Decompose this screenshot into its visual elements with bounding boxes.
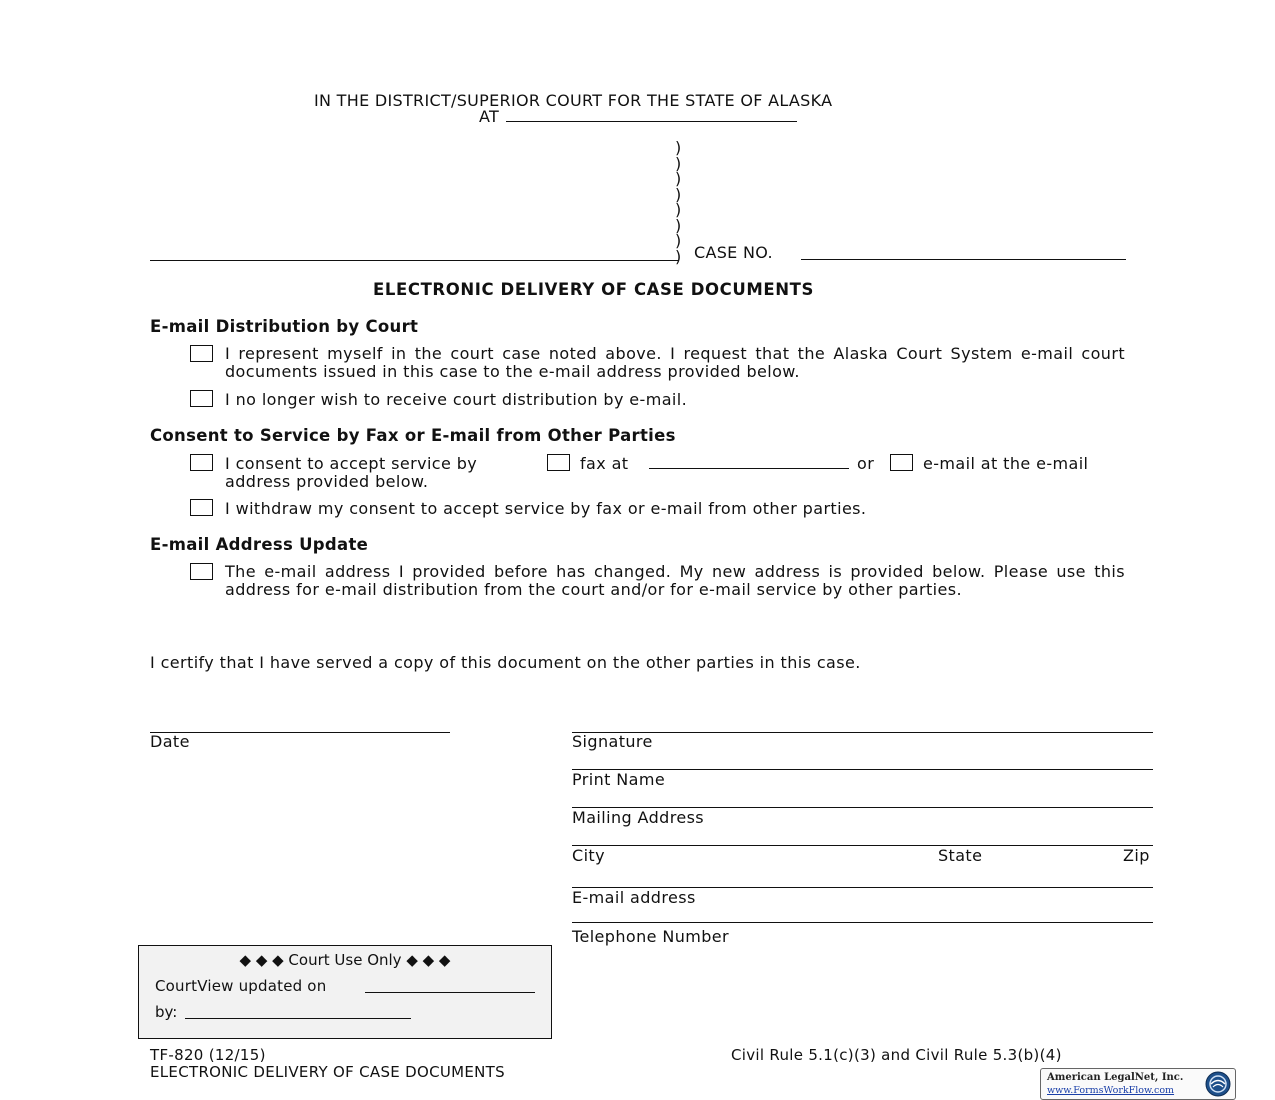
court-clerk-field[interactable] bbox=[185, 1018, 411, 1019]
consent-text-part2: address provided below. bbox=[225, 472, 429, 491]
section-heading-consent: Consent to Service by Fax or E-mail from Other Parties bbox=[150, 426, 676, 445]
section-heading-email-distribution: E-mail Distribution by Court bbox=[150, 317, 419, 336]
email-address-label: E-mail address bbox=[572, 888, 696, 907]
globe-icon bbox=[1205, 1071, 1231, 1097]
by-label: by: bbox=[155, 1003, 178, 1021]
checkbox-withdraw[interactable] bbox=[190, 499, 213, 516]
consent-text-part1: I consent to accept service by bbox=[225, 454, 478, 473]
certification-text: I certify that I have served a copy of this document on the other parties in this case. bbox=[150, 653, 861, 672]
courtview-label: CourtView updated on bbox=[155, 977, 327, 995]
fax-number-field[interactable] bbox=[649, 468, 849, 469]
form-number: TF-820 (12/15) bbox=[150, 1046, 266, 1064]
court-title: IN THE DISTRICT/SUPERIOR COURT FOR THE STATE OF ALASKA bbox=[314, 91, 833, 110]
state-label: State bbox=[938, 846, 983, 865]
date-field[interactable] bbox=[150, 732, 450, 733]
consent-or-label: or bbox=[857, 454, 875, 473]
consent-fax-label: fax at bbox=[580, 454, 629, 473]
telephone-label: Telephone Number bbox=[572, 927, 730, 946]
party-names-field[interactable] bbox=[150, 260, 678, 261]
document-title: ELECTRONIC DELIVERY OF CASE DOCUMENTS bbox=[373, 280, 814, 299]
signature-label: Signature bbox=[572, 732, 653, 751]
case-no-label: CASE NO. bbox=[694, 243, 773, 262]
checkbox-no-longer[interactable] bbox=[190, 390, 213, 407]
option-withdraw-text: I withdraw my consent to accept service by fax or e-mail from other parties. bbox=[225, 499, 867, 518]
footer-form-title: ELECTRONIC DELIVERY OF CASE DOCUMENTS bbox=[150, 1063, 505, 1081]
option-represent-text: I represent myself in the court case noted above. I request that the Alaska Court System e-mail court documents issued in this case to the e-mail address provided below. bbox=[225, 344, 1125, 381]
signature-field[interactable] bbox=[572, 732, 1153, 733]
section-heading-address-update: E-mail Address Update bbox=[150, 535, 369, 554]
checkbox-email[interactable] bbox=[890, 454, 913, 471]
consent-email-label: e-mail at the e-mail bbox=[923, 454, 1089, 473]
civil-rule: Civil Rule 5.1(c)(3) and Civil Rule 5.3(b)(4) bbox=[731, 1046, 1062, 1064]
court-use-title: ◆ ◆ ◆ Court Use Only ◆ ◆ ◆ bbox=[239, 951, 451, 969]
date-label: Date bbox=[150, 732, 190, 751]
checkbox-fax[interactable] bbox=[547, 454, 570, 471]
telephone-field[interactable] bbox=[572, 922, 1153, 923]
city-state-zip-field[interactable] bbox=[572, 845, 1153, 846]
court-use-only-box bbox=[138, 945, 552, 1039]
city-label: City bbox=[572, 846, 605, 865]
american-legalnet-logo[interactable] bbox=[1040, 1068, 1236, 1100]
at-label: AT bbox=[479, 107, 500, 126]
courtview-date-field[interactable] bbox=[365, 992, 535, 993]
caption-parens: ) ) ) ) ) ) ) ) bbox=[675, 138, 682, 266]
option-no-longer-text: I no longer wish to receive court distribution by e-mail. bbox=[225, 390, 688, 409]
case-number-field[interactable] bbox=[801, 259, 1126, 260]
checkbox-consent[interactable] bbox=[190, 454, 213, 471]
mailing-address-label: Mailing Address bbox=[572, 808, 705, 827]
checkbox-address-changed[interactable] bbox=[190, 563, 213, 580]
logo-company: American LegalNet, Inc. bbox=[1047, 1072, 1184, 1083]
zip-label: Zip bbox=[1123, 846, 1150, 865]
print-name-label: Print Name bbox=[572, 770, 666, 789]
at-location-field[interactable] bbox=[506, 121, 797, 122]
checkbox-represent-myself[interactable] bbox=[190, 345, 213, 362]
logo-url[interactable]: www.FormsWorkFlow.com bbox=[1047, 1085, 1175, 1096]
option-changed-text: The e-mail address I provided before has changed. My new address is provided below. Please use this address for e-mail distribution from the court and/or for e-mail service by other parties. bbox=[225, 562, 1125, 599]
